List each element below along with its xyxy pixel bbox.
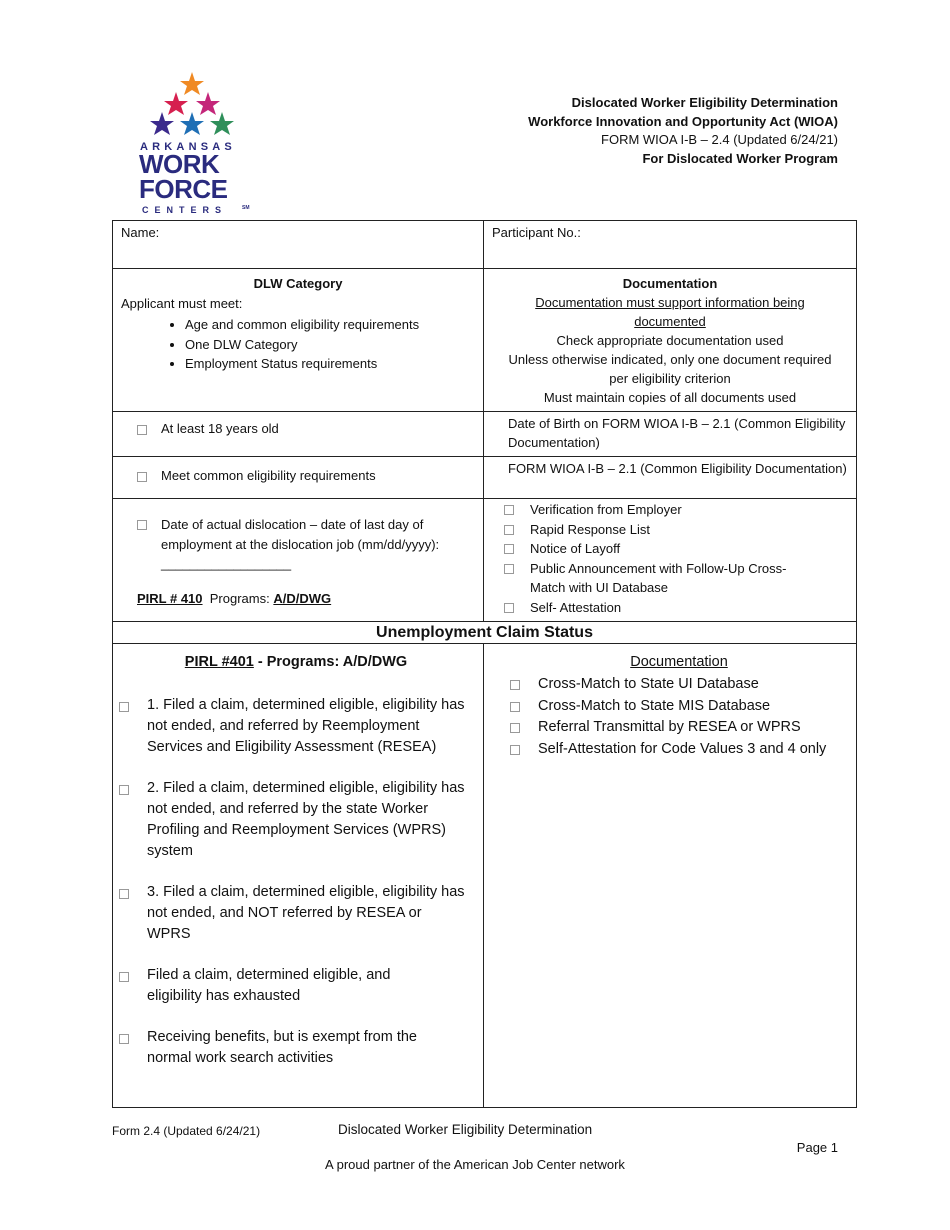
age-label: At least 18 years old (161, 421, 279, 436)
claim-option-checkbox[interactable] (119, 972, 129, 982)
documentation-instruction: Check appropriate documentation used (556, 333, 784, 348)
claim-option-checkbox[interactable] (119, 785, 129, 795)
logo-sm: SM (242, 205, 250, 211)
notice-of-layoff-checkbox[interactable] (504, 544, 514, 554)
eligibility-table (112, 220, 857, 1108)
documentation-title: Documentation (622, 276, 718, 291)
documentation-instruction: Unless otherwise indicated, only one document required per eligibility criterion (508, 352, 832, 386)
claim-option-label: Filed a claim, determined eligible, and eligibility has exhausted (147, 967, 391, 1004)
claim-doc-option: Referral Transmittal by RESEA or WPRS (538, 719, 801, 735)
footer-form-reference: Form 2.4 (Updated 6/24/21) (112, 1124, 261, 1138)
header-act: Workforce Innovation and Opportunity Act (WIOA) (528, 113, 838, 129)
claim-option-label: Receiving benefits, but is exempt from the normal work search activities (147, 1029, 417, 1066)
dlw-requirement: • One DLW Category (185, 335, 475, 355)
header-title: Dislocated Worker Eligibility Determination (571, 95, 838, 110)
claim-documentation-title: Documentation (630, 654, 728, 670)
dislocation-date-checkbox[interactable] (137, 520, 147, 530)
self-attestation-checkbox[interactable] (504, 603, 514, 613)
documentation-instruction: Must maintain copies of all documents used (543, 390, 797, 405)
doc-option: Public Announcement with Follow-Up Cross-Match with UI Database (530, 560, 787, 595)
programs-410-value: A/D/DWG (273, 590, 332, 606)
age-documentation: Date of Birth on FORM WIOA I-B – 2.1 (Common Eligibility Documentation) (508, 416, 846, 450)
mis-crossmatch-checkbox[interactable] (510, 702, 520, 712)
footer-partner-note: A proud partner of the American Job Center network (325, 1157, 625, 1172)
claim-option-checkbox[interactable] (119, 1034, 129, 1044)
form-header (528, 94, 838, 168)
pirl-410-code: PIRL # 410 (137, 590, 203, 606)
dislocation-date-label[interactable]: Date of actual dislocation – date of last day of employment at the dislocation job (mm/dd/yyyy): __________________ (161, 517, 440, 571)
claim-doc-option: Cross-Match to State UI Database (538, 676, 759, 692)
doc-option: Verification from Employer (530, 502, 682, 517)
documentation-support-note: Documentation must support information being documented (535, 295, 805, 329)
doc-option: Self- Attestation (530, 599, 622, 615)
rapid-response-checkbox[interactable] (504, 525, 514, 535)
common-eligibility-documentation: FORM WIOA I-B – 2.1 (Common Eligibility Documentation) (508, 461, 847, 476)
claim-option-checkbox[interactable] (119, 889, 129, 899)
programs-label: Programs: (209, 590, 270, 606)
claim-status-row (113, 644, 857, 1108)
age-row (113, 412, 857, 457)
logo-word-work: WORK (139, 149, 220, 179)
logo-state: ARKANSAS (140, 141, 236, 153)
name-row (113, 221, 857, 269)
participant-number-field[interactable] (484, 221, 857, 269)
pirl-401-code: PIRL #401 (184, 654, 254, 670)
common-eligibility-label: Meet common eligibility requirements (161, 468, 376, 483)
claim-option-checkbox[interactable] (119, 702, 129, 712)
claim-option-label: 1. Filed a claim, determined eligible, eligibility has not ended, and referred by Reemployment Services and Eligibility Assessment (RESEA) (147, 697, 465, 755)
public-announcement-checkbox[interactable] (504, 564, 514, 574)
name-field[interactable] (113, 221, 484, 269)
claim-doc-option: Cross-Match to State MIS Database (538, 697, 771, 714)
dlw-intro: Applicant must meet: (121, 295, 243, 311)
referral-transmittal-checkbox[interactable] (510, 723, 520, 733)
employer-verification-checkbox[interactable] (504, 505, 514, 515)
common-eligibility-row (113, 457, 857, 499)
programs-401: - Programs: A/D/DWG (253, 654, 408, 670)
page-number: Page 1 (796, 1140, 838, 1155)
claim-section-row (113, 622, 857, 644)
category-header-row (113, 269, 857, 412)
common-eligibility-checkbox[interactable] (137, 472, 147, 482)
claim-option-label: 3. Filed a claim, determined eligible, eligibility has not ended, and NOT referred by RESEA or WPRS (147, 884, 465, 942)
ui-crossmatch-checkbox[interactable] (510, 680, 520, 690)
claim-option-label: 2. Filed a claim, determined eligible, eligibility has not ended, and referred by the state Worker Profiling and Reemployment Services (WPRS) system (147, 780, 465, 859)
people-stars-icon (150, 72, 234, 135)
dlw-requirement: • Employment Status requirements (185, 354, 475, 374)
dlw-requirement: • Age and common eligibility requirements (185, 315, 475, 335)
dlw-category-title: DLW Category (253, 276, 343, 291)
unemployment-claim-status-title: Unemployment Claim Status (113, 622, 857, 644)
doc-option: Rapid Response List (530, 521, 650, 537)
claim-doc-option: Self-Attestation for Code Values 3 and 4 only (538, 740, 827, 757)
header-program: For Dislocated Worker Program (642, 150, 838, 166)
age-checkbox[interactable] (137, 425, 147, 435)
name-label: Name: (121, 225, 160, 240)
participant-number-label: Participant No.: (492, 225, 581, 240)
footer-title: Dislocated Worker Eligibility Determination (338, 1122, 593, 1137)
dlw-requirements-list (121, 315, 475, 374)
claim-self-attestation-checkbox[interactable] (510, 745, 520, 755)
logo-word-force: FORCE (139, 174, 228, 204)
arkansas-workforce-centers-logo (138, 70, 254, 216)
logo-word-centers: CENTERS (142, 205, 228, 215)
doc-option: Notice of Layoff (530, 541, 621, 556)
dislocation-date-row (113, 499, 857, 622)
header-form-number: FORM WIOA I-B – 2.4 (Updated 6/24/21) (601, 132, 838, 147)
